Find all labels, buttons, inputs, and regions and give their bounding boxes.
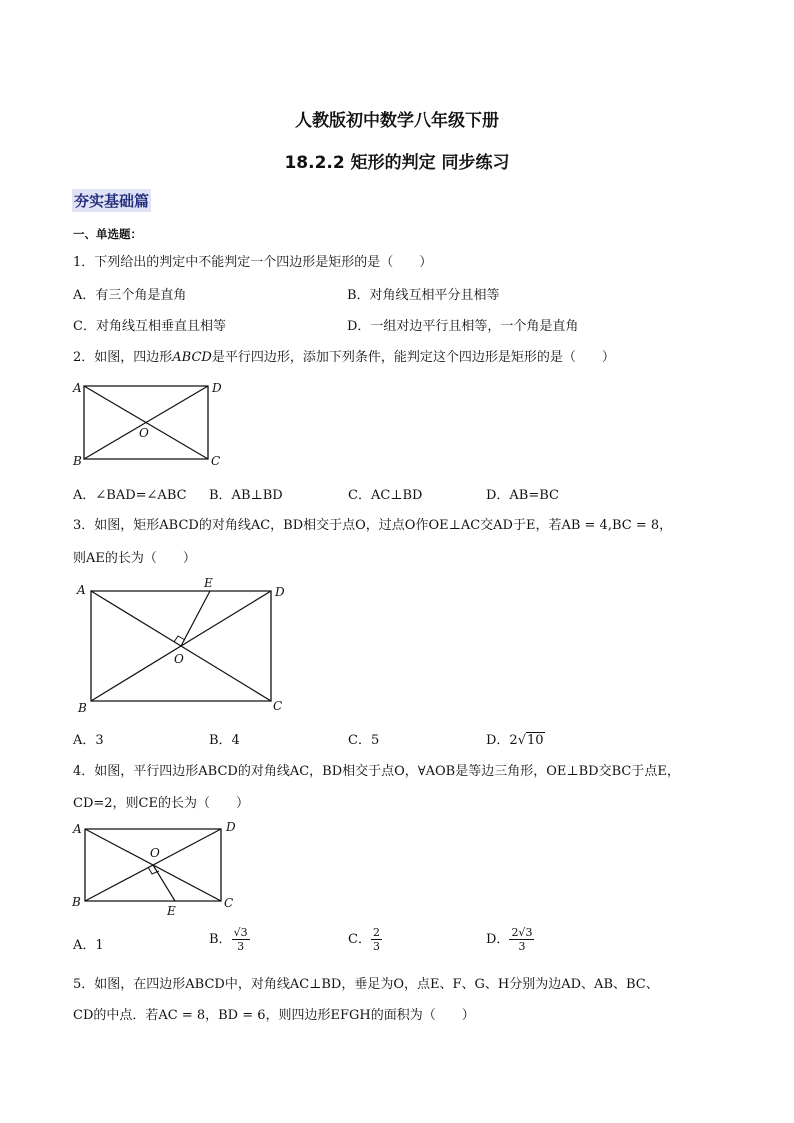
- q4-option-b-fraction: [232, 926, 250, 953]
- q1-option-d: D．一组对边平行且相等，一个角是直角: [347, 319, 579, 334]
- q4-option-b-denominator: 3: [237, 940, 245, 953]
- q4-label-a: A: [73, 822, 82, 836]
- q3-option-d-prefix: D．2: [486, 733, 518, 748]
- q3-label-e: E: [204, 576, 213, 590]
- q4-option-d-numerator: 2√3: [511, 926, 533, 939]
- q2-label-a: A: [73, 381, 82, 395]
- q5-stem-line1: 5．如图，在四边形ABCD中，对角线AC⊥BD，垂足为O，点E、F、G、H分别为边AD、AB、BC、: [73, 977, 659, 992]
- q4-option-c-numerator: 2: [372, 926, 380, 939]
- q4-option-c-fraction: [371, 926, 382, 953]
- q2-label-b: B: [73, 454, 82, 468]
- q1-option-c: C．对角线互相垂直且相等: [73, 319, 226, 334]
- q1-option-b: B．对角线互相平分且相等: [347, 288, 500, 303]
- q3-label-b: B: [78, 701, 87, 715]
- q4-option-d: [486, 926, 534, 953]
- q3-option-c: C．5: [348, 733, 380, 748]
- q4-option-b: [209, 926, 250, 953]
- q5-stem-line2: CD的中点．若AC = 8，BD = 6，则四边形EFGH的面积为（ ）: [73, 1008, 475, 1023]
- q4-label-d: D: [226, 820, 236, 834]
- q4-label-b: B: [72, 895, 81, 909]
- q2-option-c: C．AC⊥BD: [348, 488, 423, 503]
- q2-figure: [68, 376, 228, 468]
- q2-stem-var: ABCD: [172, 350, 212, 365]
- q2-label-o: O: [139, 426, 149, 440]
- q4-stem-line1: 4．如图，平行四边形ABCD的对角线AC，BD相交于点O，∀AOB是等边三角形，OE⊥BD交BC于点E，: [73, 764, 680, 779]
- q3-label-d: D: [275, 585, 285, 599]
- q4-option-d-prefix: D．: [486, 932, 510, 947]
- q4-option-d-denominator: 3: [518, 940, 526, 953]
- q2-stem-post: 是平行四边形，添加下列条件，能判定这个四边形是矩形的是（ ）: [211, 350, 615, 365]
- document-title: 人教版初中数学八年级下册: [295, 111, 499, 131]
- q4-option-b-prefix: B．: [209, 932, 232, 947]
- q3-radical-sign: √: [517, 733, 526, 748]
- q2-label-c: C: [211, 454, 221, 468]
- q2-label-d: D: [212, 381, 222, 395]
- q4-option-d-fraction: [509, 926, 534, 953]
- q3-figure: [70, 574, 294, 718]
- q2-option-a: A．∠BAD=∠ABC: [73, 488, 187, 503]
- q3-stem-line2: 则AE的长为（ ）: [73, 551, 196, 566]
- q4-figure: [68, 815, 240, 919]
- q2-option-b: B．AB⊥BD: [209, 488, 283, 503]
- q4-label-c: C: [224, 896, 234, 910]
- q2-option-d: D．AB=BC: [486, 488, 559, 503]
- q1-stem: 1．下列给出的判定中不能判定一个四边形是矩形的是（ ）: [73, 255, 433, 270]
- q4-option-a: A．1: [73, 938, 104, 953]
- q3-stem-line1: 3．如图，矩形ABCD的对角线AC，BD相交于点O，过点O作OE⊥AC交AD于E，若AB = 4,BC = 8，: [73, 518, 673, 533]
- section-label: 夯实基础篇: [72, 189, 151, 212]
- document-subtitle: 18.2.2 矩形的判定 同步练习: [284, 153, 510, 173]
- q2-stem-pre: 2．如图，四边形: [73, 350, 173, 365]
- q3-label-o: O: [174, 652, 184, 666]
- q4-option-c-prefix: C．: [348, 932, 371, 947]
- q3-option-b: B．4: [209, 733, 240, 748]
- q1-option-a: A．有三个角是直角: [73, 288, 187, 303]
- q4-option-c-denominator: 3: [372, 940, 380, 953]
- q3-option-d: [486, 729, 545, 748]
- q4-stem-line2: CD=2，则CE的长为（ ）: [73, 796, 249, 811]
- q2-stem: [73, 346, 615, 365]
- q4-label-o: O: [150, 846, 160, 860]
- q4-option-c: [348, 926, 382, 953]
- q3-label-a: A: [77, 583, 86, 597]
- q3-option-a: A．3: [73, 733, 104, 748]
- q3-label-c: C: [273, 699, 283, 713]
- q4-label-e: E: [167, 904, 176, 918]
- part-label: 一、单选题：: [73, 227, 142, 241]
- q4-option-b-numerator: √3: [233, 926, 248, 939]
- q3-radicand: 10: [527, 733, 544, 748]
